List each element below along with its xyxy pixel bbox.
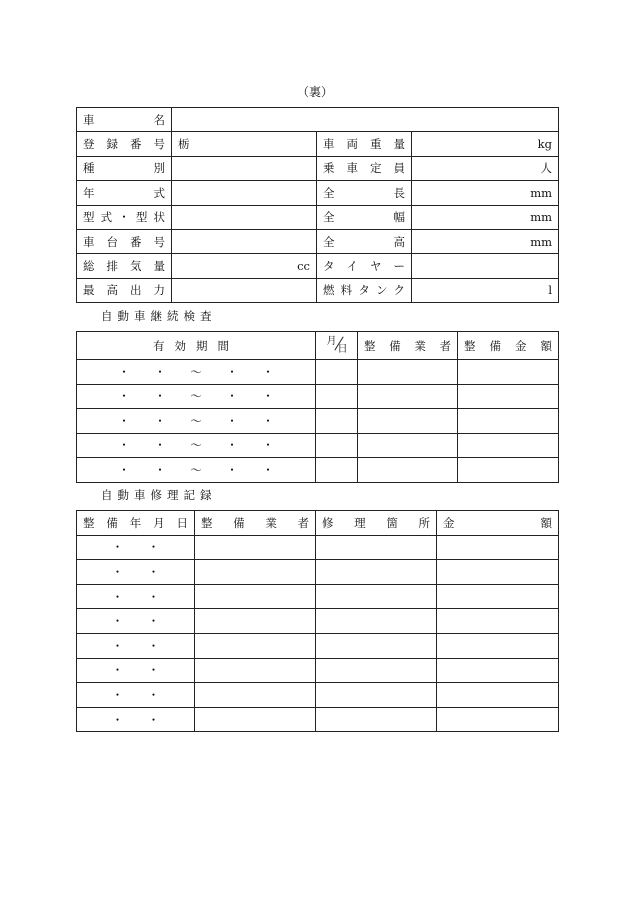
field-value[interactable]: kg — [412, 132, 559, 156]
vehicle-row — [77, 205, 559, 229]
location-cell[interactable] — [316, 707, 437, 732]
repair-row — [77, 560, 559, 585]
vehicle-row — [77, 181, 559, 205]
mechanic-cell[interactable] — [358, 433, 458, 458]
inspection-section-title: 自動車継続検査 — [101, 309, 217, 323]
field-value[interactable] — [172, 156, 317, 180]
location-cell[interactable] — [316, 658, 437, 683]
mechanic-cell[interactable] — [358, 409, 458, 434]
date-dot: ・ — [147, 638, 160, 653]
amount-cell[interactable] — [458, 409, 559, 434]
month-day-cell[interactable] — [316, 458, 358, 483]
mechanic-cell[interactable] — [195, 683, 316, 708]
tilde: ～ — [190, 364, 202, 379]
date-dot: ・ — [147, 687, 160, 702]
field-value[interactable]: mm — [412, 205, 559, 229]
inspection-row — [77, 458, 559, 483]
inspection-row — [77, 409, 559, 434]
mechanic-cell[interactable] — [358, 384, 458, 409]
date-dot: ・ — [154, 438, 166, 453]
date-cell[interactable] — [77, 535, 195, 560]
amount-cell[interactable] — [437, 609, 559, 634]
period-cell[interactable] — [77, 458, 316, 483]
date-dot: ・ — [111, 687, 124, 702]
period-cell[interactable] — [77, 360, 316, 385]
date-dot: ・ — [147, 663, 160, 678]
field-value[interactable]: 栃 — [172, 132, 317, 156]
date-dot: ・ — [147, 540, 160, 555]
date-cell[interactable] — [77, 560, 195, 585]
date-dot: ・ — [118, 462, 130, 477]
mechanic-cell[interactable] — [195, 584, 316, 609]
amount-cell[interactable] — [458, 458, 559, 483]
repair-row — [77, 658, 559, 683]
date-dot: ・ — [111, 564, 124, 579]
field-value[interactable] — [172, 229, 317, 253]
date-dot: ・ — [154, 364, 166, 379]
repair-table — [76, 510, 559, 732]
field-label: 最高出力 — [77, 278, 172, 302]
page-title: （裏） — [296, 85, 333, 99]
date-dot: ・ — [147, 712, 160, 727]
date-cell[interactable] — [77, 609, 195, 634]
amount-cell[interactable] — [437, 535, 559, 560]
amount-cell[interactable] — [437, 584, 559, 609]
inspection-row — [77, 360, 559, 385]
field-value[interactable] — [172, 205, 317, 229]
field-value[interactable] — [172, 108, 559, 132]
amount-cell[interactable] — [437, 658, 559, 683]
field-value[interactable] — [172, 181, 317, 205]
field-label: 総排気量 — [77, 254, 172, 278]
date-dot: ・ — [226, 413, 238, 428]
header-period: 有効期間 — [77, 332, 316, 360]
date-dot: ・ — [118, 438, 130, 453]
date-dot: ・ — [118, 389, 130, 404]
date-dot: ・ — [147, 564, 160, 579]
date-cell[interactable] — [77, 658, 195, 683]
date-cell[interactable] — [77, 633, 195, 658]
location-cell[interactable] — [316, 535, 437, 560]
date-dot: ・ — [154, 389, 166, 404]
repair-row — [77, 633, 559, 658]
date-dot: ・ — [111, 589, 124, 604]
amount-cell[interactable] — [437, 683, 559, 708]
amount-cell[interactable] — [458, 360, 559, 385]
inspection-table — [76, 331, 559, 483]
mechanic-cell[interactable] — [195, 707, 316, 732]
period-cell[interactable] — [77, 384, 316, 409]
amount-cell[interactable] — [437, 633, 559, 658]
field-label: タイヤー — [317, 254, 412, 278]
date-dot: ・ — [262, 462, 274, 477]
vehicle-row — [77, 278, 559, 302]
field-value[interactable]: 人 — [412, 156, 559, 180]
repair-row — [77, 609, 559, 634]
location-cell[interactable] — [316, 633, 437, 658]
mechanic-cell[interactable] — [195, 633, 316, 658]
date-dot: ・ — [154, 462, 166, 477]
date-dot: ・ — [226, 389, 238, 404]
field-value[interactable]: mm — [412, 229, 559, 253]
field-value[interactable]: cc — [172, 254, 317, 278]
field-label: 登録番号 — [77, 132, 172, 156]
vehicle-row — [77, 229, 559, 253]
date-dot: ・ — [111, 638, 124, 653]
tilde: ～ — [190, 413, 202, 428]
field-value[interactable]: l — [412, 278, 559, 302]
repair-row — [77, 683, 559, 708]
vehicle-row — [77, 156, 559, 180]
field-label: 燃料タンク — [317, 278, 412, 302]
date-dot: ・ — [147, 614, 160, 629]
date-dot: ・ — [262, 413, 274, 428]
location-cell[interactable] — [316, 683, 437, 708]
field-label: 種 別 — [77, 156, 172, 180]
date-dot: ・ — [262, 438, 274, 453]
field-value[interactable] — [172, 278, 317, 302]
date-dot: ・ — [226, 364, 238, 379]
inspection-row — [77, 433, 559, 458]
field-label: 年 式 — [77, 181, 172, 205]
repair-row — [77, 535, 559, 560]
field-value[interactable] — [412, 254, 559, 278]
field-value[interactable]: mm — [412, 181, 559, 205]
repair-row — [77, 584, 559, 609]
period-cell[interactable] — [77, 409, 316, 434]
tilde: ～ — [190, 462, 202, 477]
date-cell[interactable] — [77, 683, 195, 708]
header-date: 整備年月日 — [77, 511, 195, 536]
vehicle-row — [77, 254, 559, 278]
field-label: 乗車定員 — [317, 156, 412, 180]
date-dot: ・ — [147, 589, 160, 604]
header-mechanic: 整備業者 — [195, 511, 316, 536]
amount-cell[interactable] — [437, 707, 559, 732]
repair-section-title: 自動車修理記録 — [101, 488, 217, 502]
date-dot: ・ — [226, 438, 238, 453]
date-dot: ・ — [118, 364, 130, 379]
field-label: 型式・型状 — [77, 205, 172, 229]
month-day-cell[interactable] — [316, 409, 358, 434]
date-dot: ・ — [262, 389, 274, 404]
amount-cell[interactable] — [437, 560, 559, 585]
field-label: 全 高 — [317, 229, 412, 253]
date-dot: ・ — [111, 663, 124, 678]
mechanic-cell[interactable] — [195, 658, 316, 683]
field-label: 車 名 — [77, 108, 172, 132]
date-cell[interactable] — [77, 707, 195, 732]
header-mechanic: 整備業者 — [358, 332, 458, 360]
date-cell[interactable] — [77, 584, 195, 609]
location-cell[interactable] — [316, 609, 437, 634]
vehicle-info-table — [76, 107, 559, 303]
repair-row — [77, 707, 559, 732]
header-location: 修理箇所 — [316, 511, 437, 536]
date-dot: ・ — [118, 413, 130, 428]
date-dot: ・ — [262, 364, 274, 379]
inspection-row — [77, 384, 559, 409]
date-dot: ・ — [111, 712, 124, 727]
header-amount: 金 額 — [437, 511, 559, 536]
location-cell[interactable] — [316, 560, 437, 585]
header-amount: 整備金額 — [458, 332, 559, 360]
vehicle-row — [77, 132, 559, 156]
mechanic-cell[interactable] — [358, 360, 458, 385]
period-cell[interactable] — [77, 433, 316, 458]
date-dot: ・ — [111, 614, 124, 629]
month-day-cell[interactable] — [316, 433, 358, 458]
field-label: 車台番号 — [77, 229, 172, 253]
date-dot: ・ — [154, 413, 166, 428]
mechanic-cell[interactable] — [195, 535, 316, 560]
location-cell[interactable] — [316, 584, 437, 609]
month-day-cell[interactable] — [316, 360, 358, 385]
mechanic-cell[interactable] — [358, 458, 458, 483]
field-label: 全 幅 — [317, 205, 412, 229]
date-dot: ・ — [226, 462, 238, 477]
mechanic-cell[interactable] — [195, 560, 316, 585]
vehicle-row — [77, 108, 559, 132]
field-label: 車両重量 — [317, 132, 412, 156]
tilde: ～ — [190, 438, 202, 453]
mechanic-cell[interactable] — [195, 609, 316, 634]
amount-cell[interactable] — [458, 433, 559, 458]
field-label: 全 長 — [317, 181, 412, 205]
tilde: ～ — [190, 389, 202, 404]
date-dot: ・ — [111, 540, 124, 555]
header-month-day: 月 日 — [316, 332, 358, 360]
amount-cell[interactable] — [458, 384, 559, 409]
month-day-cell[interactable] — [316, 384, 358, 409]
